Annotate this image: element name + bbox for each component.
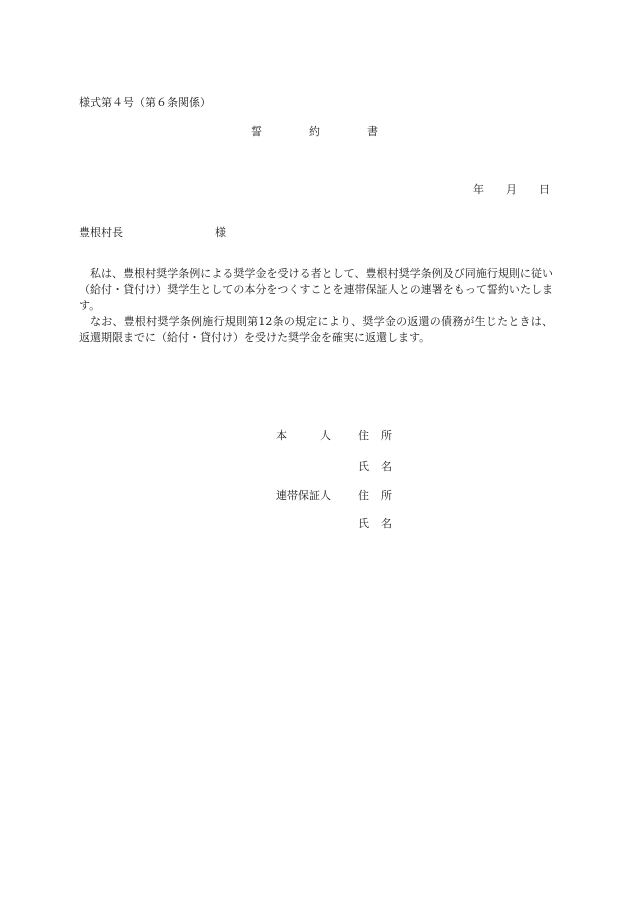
title-char-1: 誓	[251, 125, 263, 138]
guarantor-name-label	[358, 516, 392, 532]
principal-address-char-1: 住	[358, 429, 369, 442]
pledge-paragraph-1: 私は、豊根村奨学条例による奨学金を受ける者として、豊根村奨学条例及び同施行規則に従い（給付・貸付け）奨学生としての本分をつくすことを連帯保証人との連署をもって誓約いたします。	[79, 267, 553, 312]
principal-role-char-2: 人	[320, 429, 331, 442]
principal-role-label	[276, 428, 331, 444]
guarantor-role-label: 連帯保証人	[276, 489, 331, 502]
date-year-label: 年	[473, 183, 484, 196]
date-line	[473, 182, 550, 198]
addressee-name: 豊根村長	[79, 226, 123, 239]
guarantor-name-char-1: 氏	[358, 517, 369, 530]
date-month-label: 月	[506, 183, 517, 196]
pledge-paragraph-2: なお、豊根村奨学条例施行規則第12条の規定により、奨学金の返還の債務が生じたときは、返還期限までに（給付・貸付け）を受けた奨学金を確実に返還します。	[79, 315, 553, 344]
guarantor-address-char-1: 住	[358, 489, 369, 502]
guarantor-name-char-2: 名	[381, 517, 392, 530]
principal-name-char-1: 氏	[358, 460, 369, 473]
date-day-label: 日	[539, 183, 550, 196]
title-char-3: 書	[367, 125, 379, 138]
principal-address-row	[0, 428, 630, 444]
guarantor-name-row	[0, 516, 630, 532]
guarantor-address-label	[358, 488, 392, 504]
principal-name-char-2: 名	[381, 460, 392, 473]
principal-address-char-2: 所	[381, 429, 392, 442]
principal-role-char-1: 本	[276, 429, 287, 442]
principal-name-label	[358, 459, 392, 475]
title-char-2: 約	[309, 125, 321, 138]
addressee-honorific: 様	[215, 226, 226, 239]
principal-name-row	[0, 459, 630, 475]
pledge-body	[79, 266, 553, 346]
guarantor-address-char-2: 所	[381, 489, 392, 502]
form-number: 様式第４号（第６条関係）	[79, 96, 211, 109]
document-title	[0, 124, 630, 140]
principal-address-label	[358, 428, 392, 444]
addressee-line	[79, 225, 226, 241]
guarantor-address-row	[0, 488, 630, 504]
